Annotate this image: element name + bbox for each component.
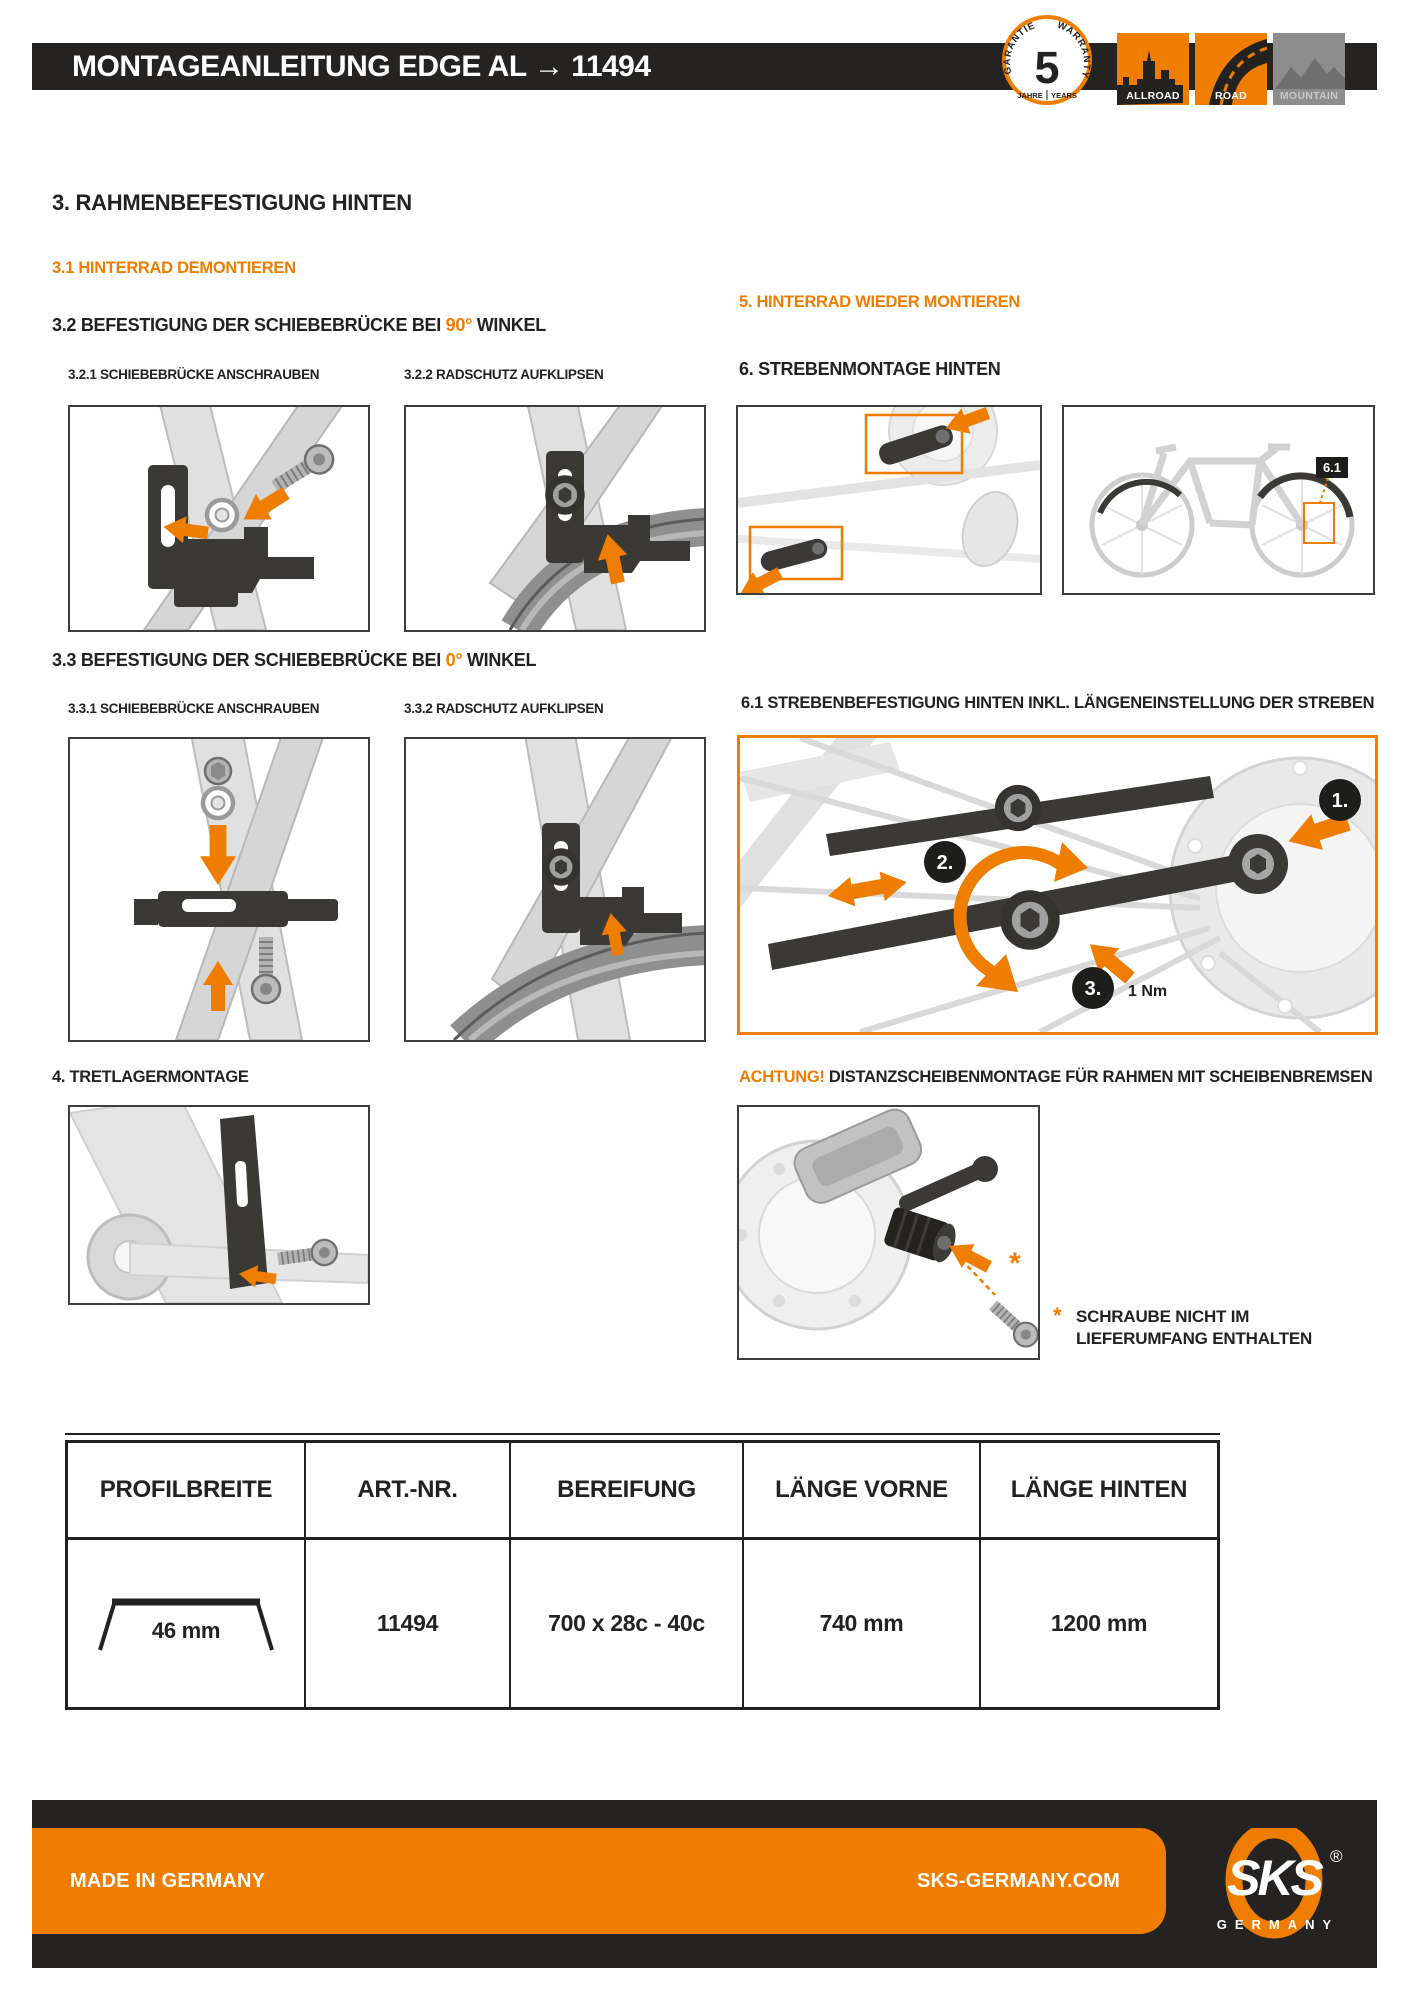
svg-text:3.: 3. <box>1084 978 1102 1000</box>
illustration-achtung-disc-brake-spacer <box>737 1105 1040 1360</box>
badge-warranty-text: WARRANTY <box>1055 19 1093 80</box>
illustration-3-2-1-bridge-screw <box>68 405 370 632</box>
cell-art-nr: 11494 <box>304 1540 509 1707</box>
category-mountain <box>1273 33 1345 105</box>
badge-years-text: YEARS <box>1051 91 1077 100</box>
col-header-laenge-vorne: LÄNGE VORNE <box>742 1443 979 1540</box>
page-title: MONTAGEANLEITUNG EDGE AL → 11494 <box>72 50 651 83</box>
cell-profile-width <box>68 1540 304 1707</box>
section-3-3-2-heading: 3.3.2 RADSCHUTZ AUFKLIPSEN <box>404 701 604 716</box>
col-header-artnr: ART.-NR. <box>304 1443 509 1540</box>
illustration-3-3-1-bridge-screw-0deg <box>68 737 370 1042</box>
svg-text:46 mm: 46 mm <box>151 1617 221 1643</box>
badge-garantie-text: GARANTIE <box>1001 20 1038 76</box>
section-6-1-heading: 6.1 STREBENBEFESTIGUNG HINTEN INKL. LÄNGENEINSTELLUNG DER STREBEN <box>741 694 1375 712</box>
sks-logo-text: SKS <box>1227 1850 1321 1906</box>
sks-logo <box>1196 1828 1356 1940</box>
illustration-6-stay-mount-detail <box>736 405 1042 595</box>
torque-label: 1 Nm <box>1128 983 1168 1000</box>
registered-mark: ® <box>1330 1847 1343 1866</box>
section-3-3-heading: 3.3 BEFESTIGUNG DER SCHIEBEBRÜCKE BEI 0° WINKEL <box>52 650 537 670</box>
svg-text:1.: 1. <box>1331 790 1349 812</box>
cell-tires: 700 x 28c - 40c <box>509 1540 742 1707</box>
section-3-2-2-heading: 3.2.2 RADSCHUTZ AUFKLIPSEN <box>404 367 604 382</box>
road-label: ROAD <box>1214 90 1248 102</box>
section-3-3-1-heading: 3.3.1 SCHIEBEBRÜCKE ANSCHRAUBEN <box>68 701 320 716</box>
badge-years-number: 5 <box>1034 42 1060 93</box>
cell-length-front: 740 mm <box>742 1540 979 1707</box>
asterisk-marker: * <box>1009 1247 1021 1280</box>
angle-0-highlight: 0° <box>445 650 463 670</box>
ref-6-1-badge: 6.1 <box>1322 460 1342 475</box>
category-allroad <box>1117 33 1189 105</box>
svg-text:2.: 2. <box>936 852 954 874</box>
col-header-laenge-hinten: LÄNGE HINTEN <box>979 1443 1217 1540</box>
warranty-badge <box>1000 13 1094 107</box>
footer-orange-band <box>32 1828 1166 1934</box>
illustration-6-1-stay-adjustment <box>737 735 1378 1035</box>
illustration-3-2-2-clip-fender <box>404 405 706 632</box>
section-3-2-heading: 3.2 BEFESTIGUNG DER SCHIEBEBRÜCKE BEI 90° WINKEL <box>52 315 546 335</box>
angle-90-highlight: 90° <box>445 315 472 335</box>
section-6-heading: 6. STREBENMONTAGE HINTEN <box>739 359 1001 379</box>
footer-bar <box>32 1800 1377 1968</box>
step-3-marker <box>1072 967 1114 1009</box>
section-3-1-heading: 3.1 HINTERRAD DEMONTIEREN <box>52 259 296 277</box>
section-5-heading: 5. HINTERRAD WIEDER MONTIEREN <box>739 293 1020 311</box>
col-header-bereifung: BEREIFUNG <box>509 1443 742 1540</box>
step-2-marker <box>924 841 966 883</box>
section-3-2-1-heading: 3.2.1 SCHIEBEBRÜCKE ANSCHRAUBEN <box>68 367 320 382</box>
spec-table <box>65 1440 1220 1710</box>
achtung-heading: ACHTUNG! DISTANZSCHEIBENMONTAGE FÜR RAHMEN MIT SCHEIBENBREMSEN <box>739 1068 1373 1086</box>
fender-profile-icon <box>94 1592 278 1656</box>
mountain-label: MOUNTAIN <box>1279 90 1339 102</box>
website-label: SKS-GERMANY.COM <box>916 1869 1120 1892</box>
section-3-heading: 3. RAHMENBEFESTIGUNG HINTEN <box>52 190 412 215</box>
section-4-heading: 4. TRETLAGERMONTAGE <box>52 1068 249 1086</box>
col-header-profilbreite: PROFILBREITE <box>68 1443 304 1540</box>
cell-length-rear: 1200 mm <box>979 1540 1217 1707</box>
note-asterisk: * <box>1053 1303 1062 1328</box>
category-road <box>1195 33 1267 105</box>
step-1-marker <box>1319 779 1361 821</box>
note-text: SCHRAUBE NICHT IM LIEFERUMFANG ENTHALTEN <box>1076 1307 1313 1348</box>
illustration-4-bottom-bracket <box>68 1105 370 1305</box>
table-top-rule <box>65 1433 1220 1435</box>
sks-germany-text: GERMANY <box>1216 1917 1340 1932</box>
badge-jahre-text: JAHRE <box>1017 91 1043 100</box>
made-in-germany-label: MADE IN GERMANY <box>70 1869 266 1892</box>
illustration-6-bike-overview <box>1062 405 1375 595</box>
achtung-highlight: ACHTUNG! <box>739 1068 825 1086</box>
allroad-label: ALLROAD <box>1126 90 1180 102</box>
illustration-3-3-2-clip-fender-0deg <box>404 737 706 1042</box>
